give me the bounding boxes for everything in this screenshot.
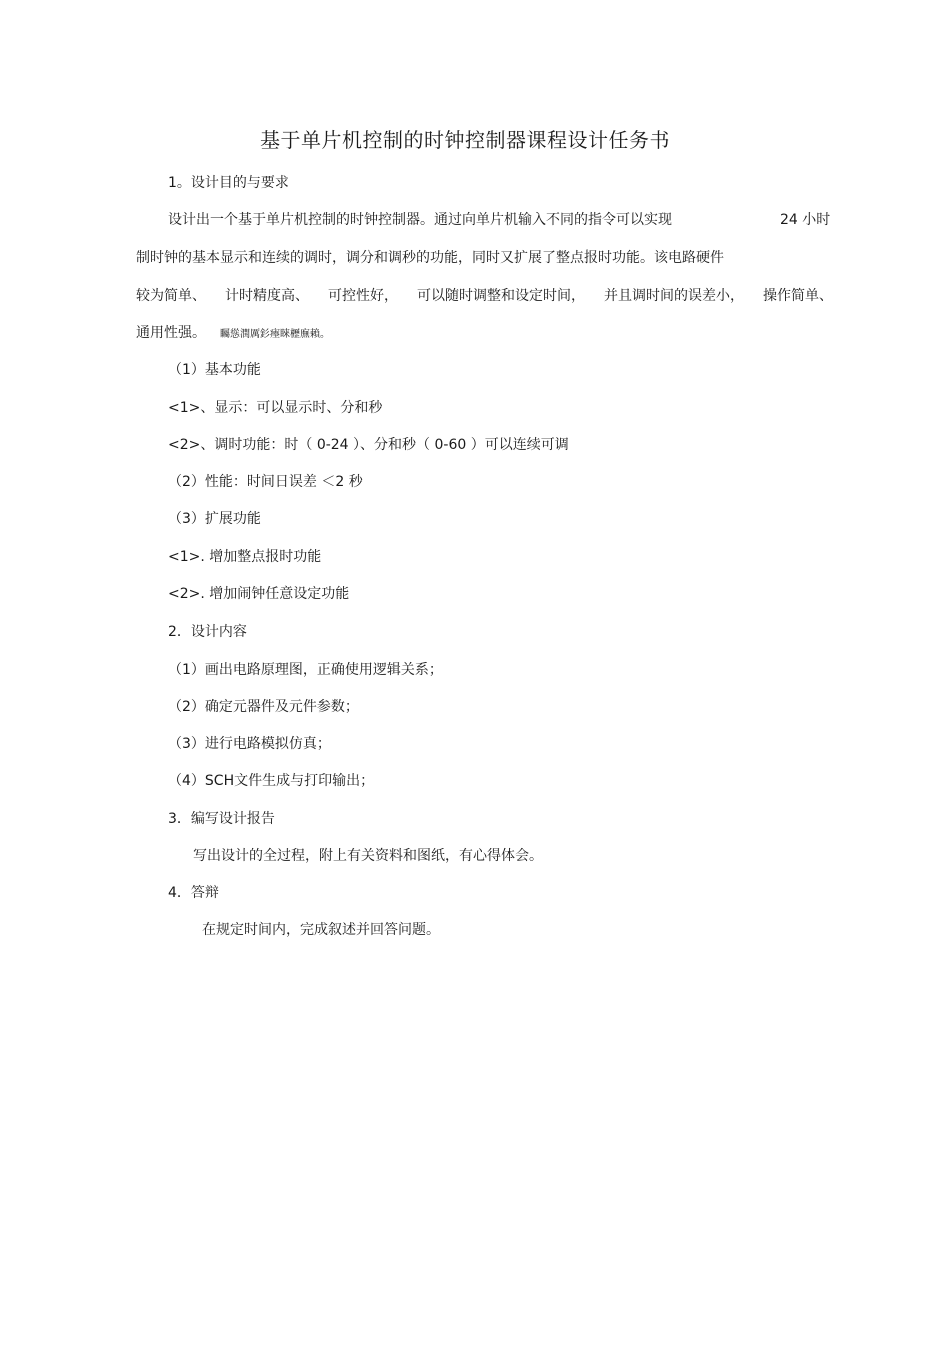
line3-part: 并且调时间的误差小， — [604, 288, 744, 304]
line3-part: 计时精度高、 — [225, 288, 309, 304]
section3-text: 写出设计的全过程，附上有关资料和图纸，有心得体会。 — [193, 848, 543, 864]
section1-para-line1a: 设计出一个基于单片机控制的时钟控制器。通过向单片机输入不同的指令可以实现 — [168, 212, 672, 228]
section2-item: （3）进行电路模拟仿真； — [168, 736, 331, 752]
line3-part: 可控性好， — [328, 288, 398, 304]
section4-text: 在规定时间内，完成叙述并回答问题。 — [202, 922, 440, 938]
section1-para-line2: 制时钟的基本显示和连续的调时，调分和调秒的功能，同时又扩展了整点报时功能。该电路硬件 — [136, 250, 724, 266]
basic-function-item1: <1>、显示：可以显示时、分和秒 — [168, 400, 383, 416]
section2-heading: 2．设计内容 — [168, 624, 247, 640]
extended-function-item1: <1>. 增加整点报时功能 — [168, 549, 322, 565]
section1-para-line4 — [136, 323, 330, 345]
section4-heading: 4．答辩 — [168, 885, 219, 901]
section3-heading: 3．编写设计报告 — [168, 811, 275, 827]
section2-item: （2）确定元器件及元件参数； — [168, 699, 359, 715]
performance-line: （2）性能：时间日误差 ＜2 秒 — [168, 474, 363, 490]
basic-function-heading: （1）基本功能 — [168, 362, 261, 378]
line3-part: 较为简单、 — [136, 288, 206, 304]
line3-part: 操作简单、 — [763, 288, 833, 304]
extended-function-heading: （3）扩展功能 — [168, 511, 261, 527]
extended-function-item2: <2>. 增加闹钟任意设定功能 — [168, 586, 350, 602]
garbled-text: 矚慫潤厲釤瘞睞櫪廡賴。 — [220, 329, 330, 340]
line3-part: 可以随时调整和设定时间， — [417, 288, 585, 304]
section1-heading: 1。设计目的与要求 — [168, 175, 289, 191]
document-title: 基于单片机控制的时钟控制器课程设计任务书 — [260, 128, 670, 152]
section2-item: （4）SCH文件生成与打印输出； — [168, 773, 375, 789]
section2-item: （1）画出电路原理图，正确使用逻辑关系； — [168, 662, 443, 678]
basic-function-item2: <2>、调时功能：时（ 0-24 ）、分和秒（ 0-60 ）可以连续可调 — [168, 437, 569, 453]
line4-text: 通用性强。 — [136, 325, 206, 341]
section1-para-line1b: 24 小时 — [780, 212, 831, 228]
section1-para-line3 — [136, 286, 833, 306]
